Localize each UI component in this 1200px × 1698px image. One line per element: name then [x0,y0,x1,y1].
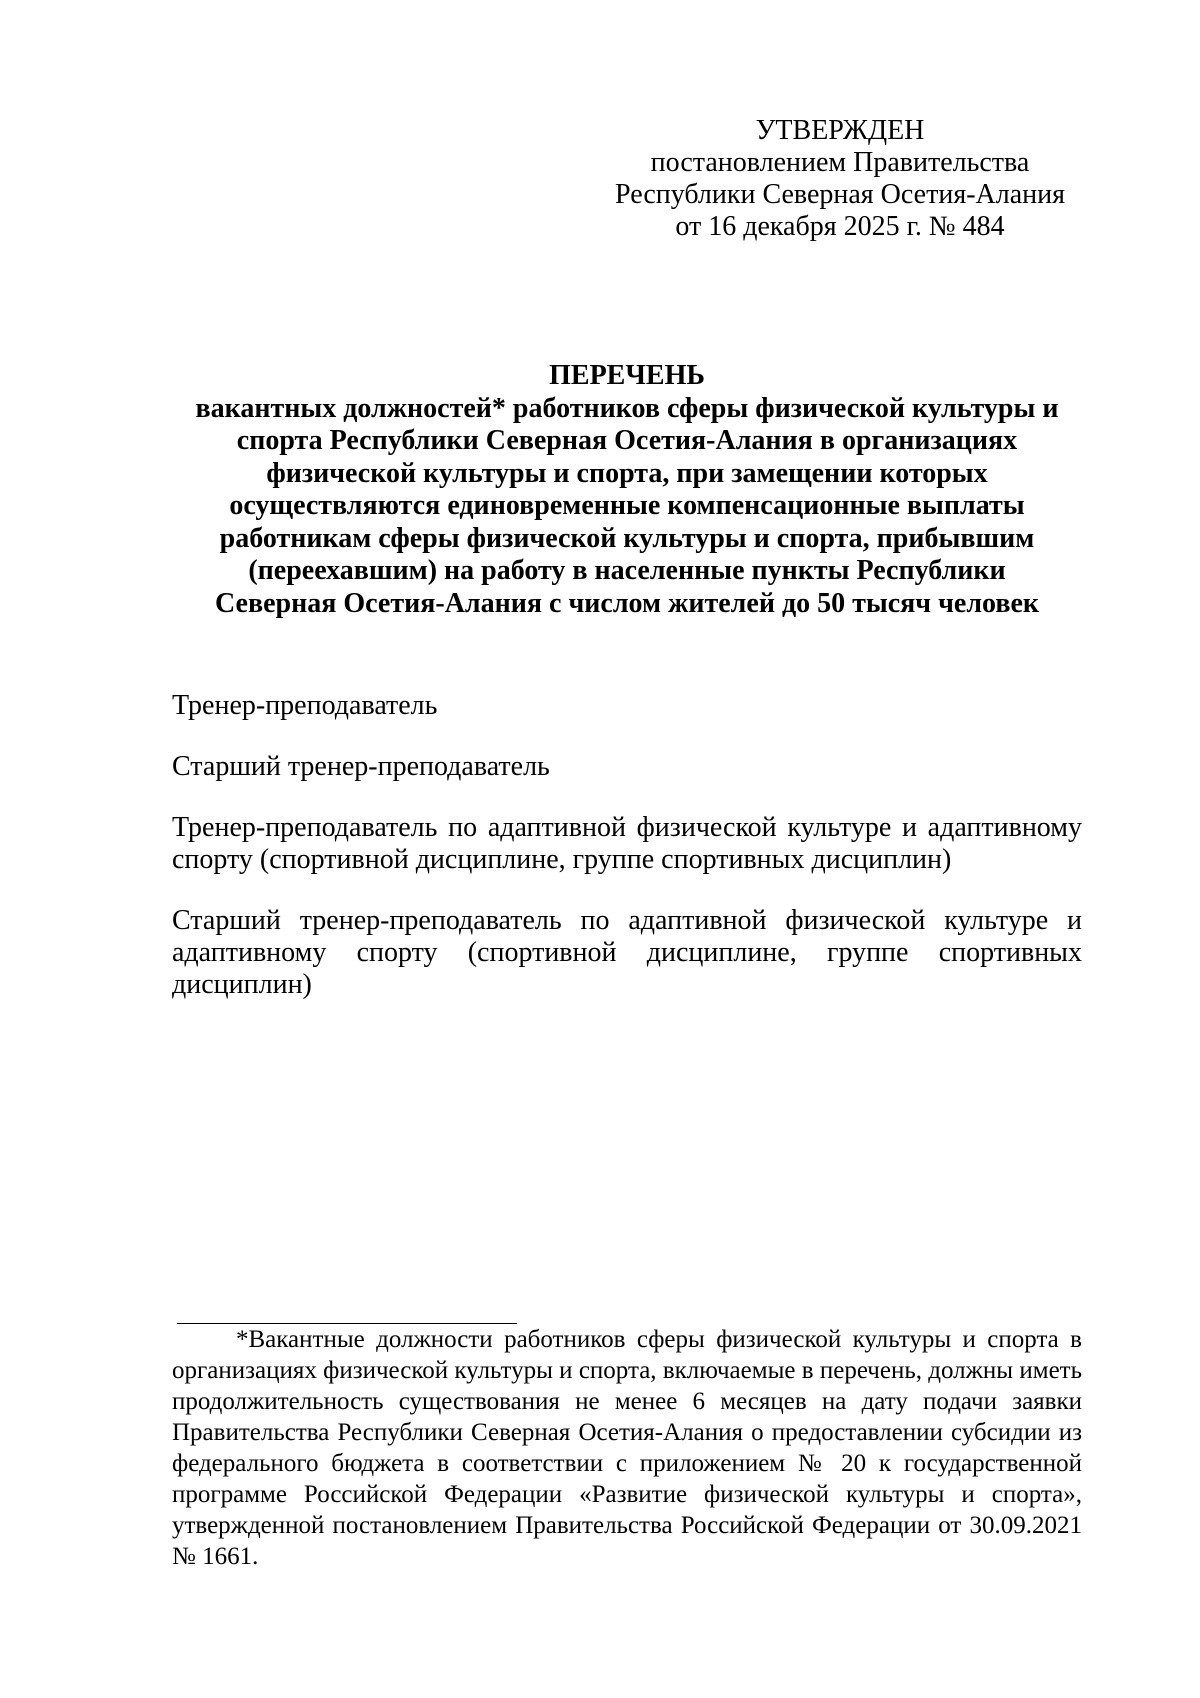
footnote-line: программе Российской Федерации «Развитие физической культуры и спорта», [172,1481,1082,1508]
position-line: Старший тренер-преподаватель [172,751,550,782]
title-line-6: (переехавшим) на работу в населенные пункты Республики [248,555,1006,586]
position-line: Тренер-преподаватель [172,690,438,721]
footnote-line: утвержденной постановлением Правительства Российской Федерации от 30.09.2021 [172,1512,1082,1539]
position-item [172,690,1082,722]
footnote [172,1324,1082,1572]
title-line-4: осуществляются единовременные компенсационные выплаты [229,490,1025,521]
approval-line-1: УТВЕРЖДЕН [755,115,925,146]
footnote-line: *Вакантные должности работников сферы физической культуры и спорта в [236,1326,1082,1353]
footnote-line: федерального бюджета в соответствии с приложением № 20 к государственной [172,1450,1082,1477]
title-line-5: работникам сферы физической культуры и спорта, прибывшим [219,522,1035,554]
position-line: Старший тренер-преподаватель по адаптивной физической культуре и [172,905,1082,936]
footnote-line: организациях физической культуры и спорта, включаемые в перечень, должны иметь [172,1357,1082,1384]
position-item [172,812,1082,876]
title-line-7: Северная Осетия-Алания с числом жителей до 50 тысяч человек [214,587,1040,619]
document-title [172,360,1082,620]
footnote-line: продолжительность существования не менее 6 месяцев на дату подачи заявки [172,1388,1082,1415]
position-item [172,905,1082,1001]
title-line-3: физической культуры и спорта, при замещении которых [266,457,988,489]
title-line-1: вакантных должностей* работников сферы физической культуры и [195,392,1059,424]
positions-list [172,690,1082,1030]
footnote-line: № 1661. [172,1543,259,1570]
approval-line-3: Республики Северная Осетия-Алания [615,179,1065,210]
title-heading: ПЕРЕЧЕНЬ [549,360,705,391]
approval-line-4: от 16 декабря 2025 г. № 484 [675,211,1005,242]
approval-stamp [590,115,1090,243]
title-line-2: спорта Республики Северная Осетия-Алания в организациях [236,425,1018,456]
position-item [172,751,1082,783]
position-line: спорту (спортивной дисциплине, группе спортивных дисциплин) [172,844,952,875]
footnote-line: Правительства Республики Северная Осетия-Алания о предоставлении субсидии из [172,1419,1082,1446]
position-line: Тренер-преподаватель по адаптивной физической культуре и адаптивному [172,812,1082,843]
approval-line-2: постановлением Правительства [650,147,1030,178]
position-line: адаптивному спорту (спортивной дисциплине, группе спортивных дисциплин) [172,937,1082,1000]
